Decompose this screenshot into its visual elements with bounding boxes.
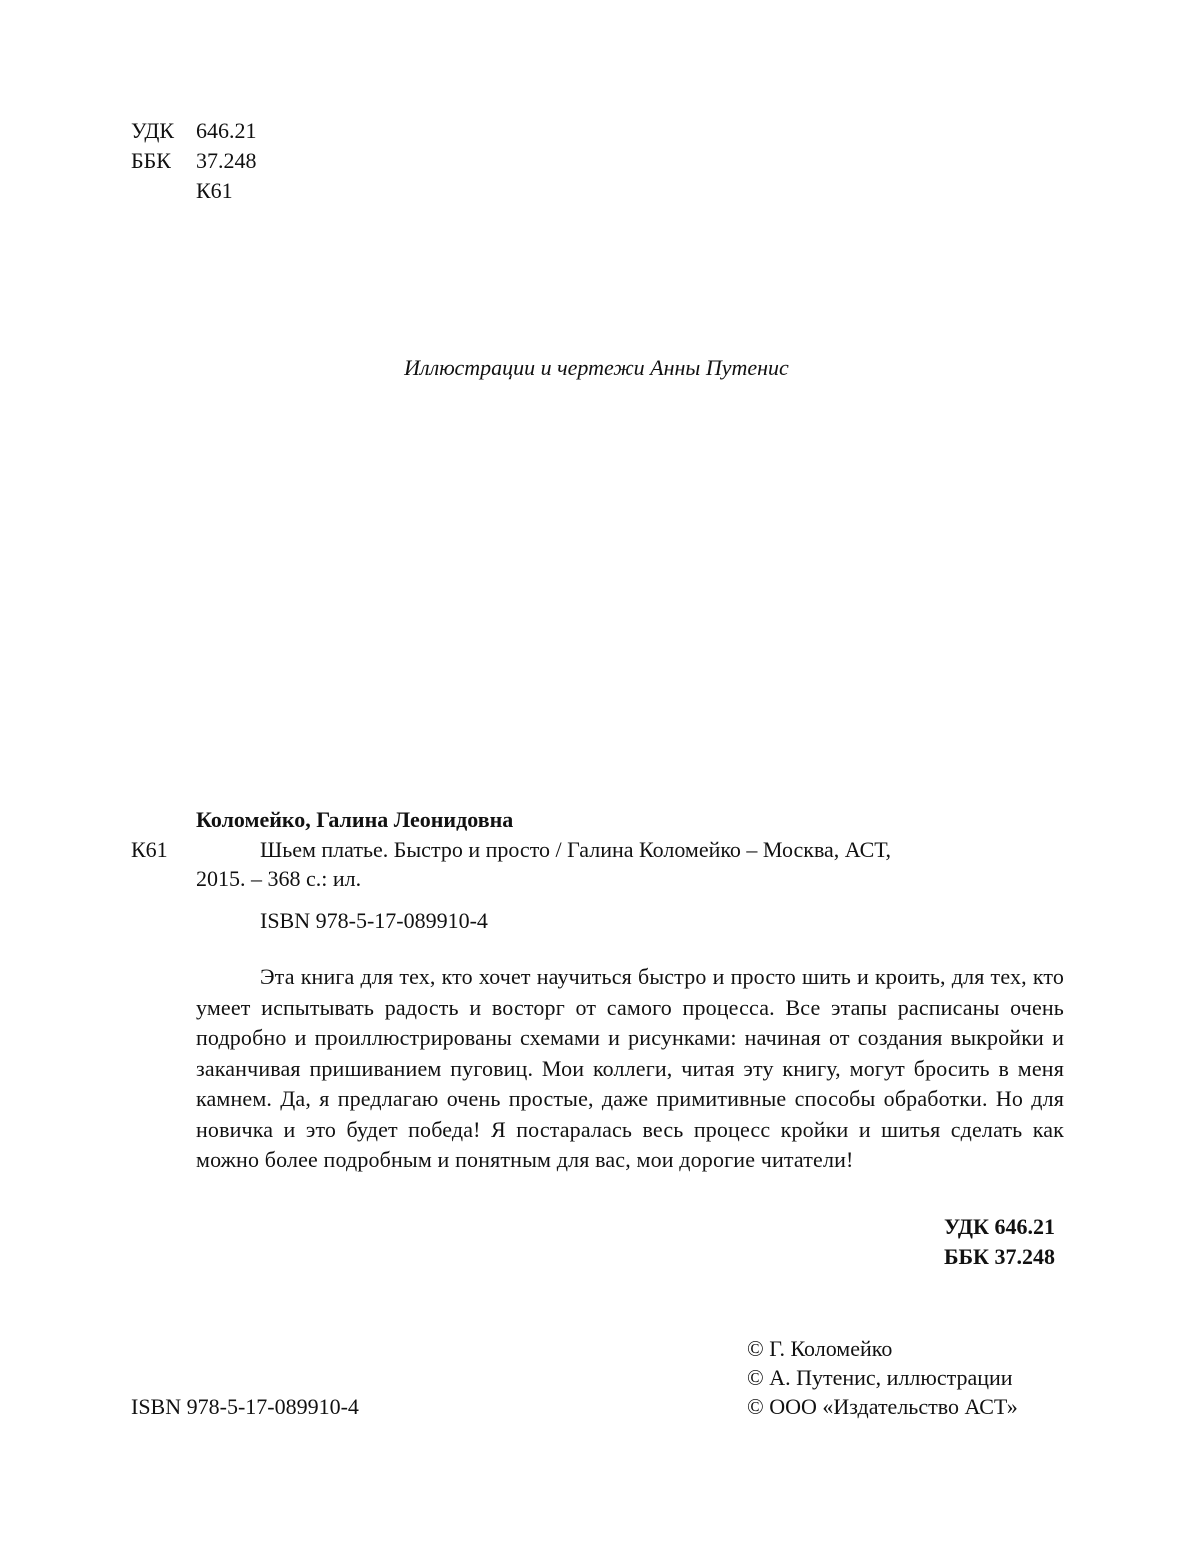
copyright-author: © Г. Коломейко: [747, 1336, 893, 1361]
catalog-author-sign: К61: [131, 837, 168, 862]
catalog-title-line-1: Шьем платье. Быстро и просто / Галина Коломейко – Москва, АСТ,: [260, 837, 892, 862]
book-annotation: Эта книга для тех, кто хочет научиться быстро и просто шить и кроить, для тех, кто умеет испытывать радость и восторг от самого процесса. Все этапы расписаны очень подробно и проиллюстрированы схемами и рисунками: начиная от создания выкройки и заканчивая пришиванием пуговиц. Мои коллеги, читая эту книгу, могут бросить в меня камнем. Да, я предлагаю очень простые, даже примитивные способы обработки. Но для новичка и это будет победа! Я постаралась весь процесс кройки и шитья сделать как можно более подробным и понятным для вас, мои дорогие читатели!: [196, 964, 1064, 1172]
author-sign-top: К61: [196, 178, 233, 203]
bbk-value: 37.248: [196, 148, 257, 173]
bbk-label: ББК: [131, 148, 171, 173]
copyright-publisher: © ООО «Издательство АСТ»: [747, 1394, 1018, 1419]
bbk-bold: ББК 37.248: [943, 1244, 1055, 1269]
copyright-illustrator: © А. Путенис, иллюстрации: [747, 1365, 1013, 1390]
catalog-title-line-2: 2015. – 368 с.: ил.: [196, 866, 362, 891]
udk-bold: УДК 646.21: [943, 1214, 1055, 1239]
illustrations-credit: Иллюстрации и чертежи Анны Путенис: [404, 355, 789, 380]
udk-value: 646.21: [196, 118, 257, 143]
isbn-bottom: ISBN 978-5-17-089910-4: [131, 1394, 359, 1419]
catalog-isbn: ISBN 978-5-17-089910-4: [260, 908, 488, 933]
catalog-author: Коломейко, Галина Леонидовна: [196, 807, 514, 832]
udk-label: УДК: [131, 118, 175, 143]
